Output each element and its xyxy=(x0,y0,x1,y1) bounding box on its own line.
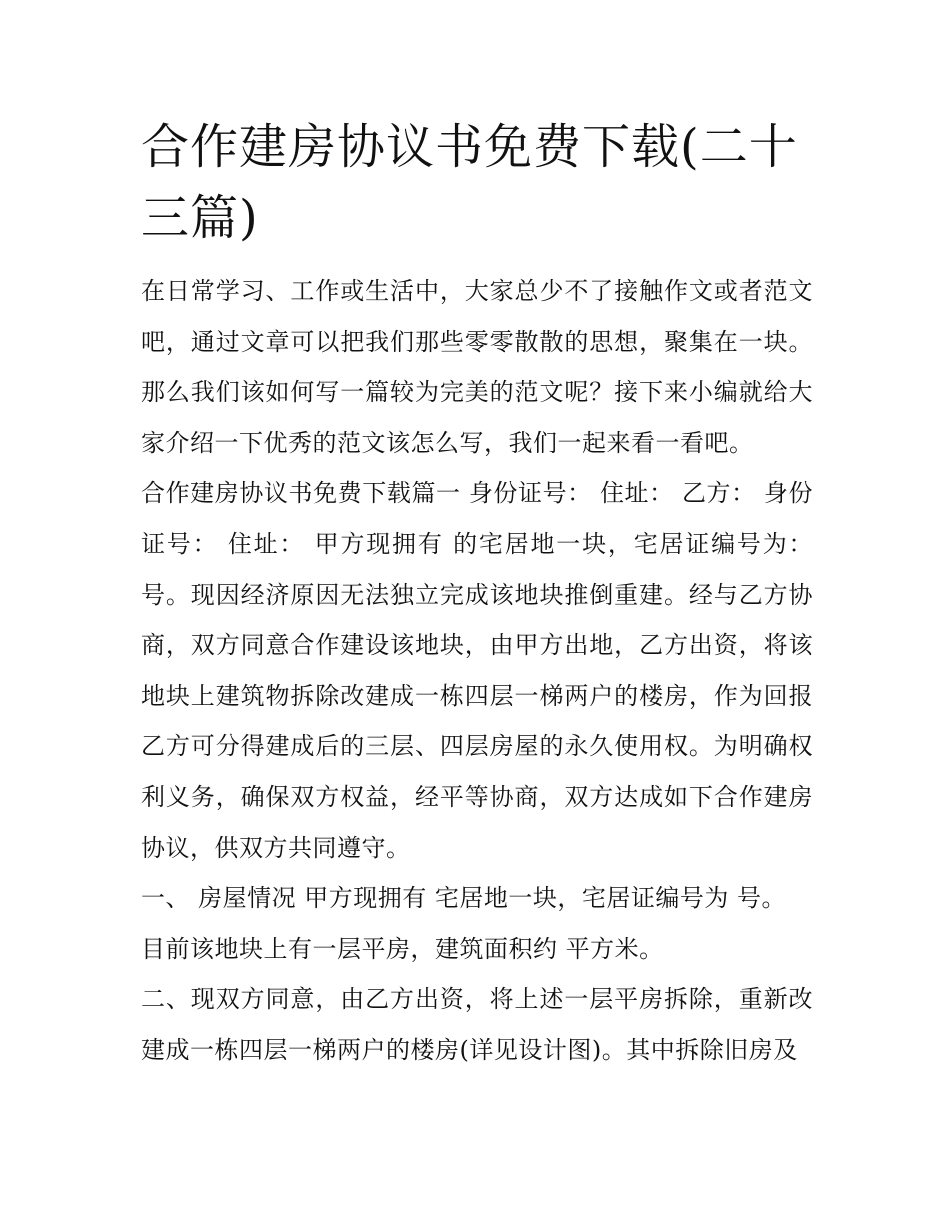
intro-paragraph: 在日常学习、工作或生活中，大家总少不了接触作文或者范文吧，通过文章可以把我们那些零零散散的思想，聚集在一块。那么我们该如何写一篇较为完美的范文呢？接下来小编就给大家介绍一下优秀的范文该怎么写，我们一起来看一看吧。 xyxy=(141,277,813,457)
section-two-paragraph: 二、现双方同意，由乙方出资，将上述一层平房拆除，重新改建成一栋四层一梯两户的楼房(详见设计图)。其中拆除旧房及 xyxy=(141,985,813,1064)
document-title: 合作建房协议书免费下载(二十三篇) xyxy=(141,119,798,246)
agreement-paragraph: 合作建房协议书免费下载篇一 身份证号： 住址： 乙方： 身份证号： 住址： 甲方现拥有 的宅居地一块，宅居证编号为： 号。现因经济原因无法独立完成该地块推倒重建。经与乙方协商，双方同意合作建设该地块，由甲方出地，乙方出资，将该地块上建筑物拆除改建成一栋四层一梯两户的楼房，作为回报乙方可分得建成后的三层、四层房屋的永久使用权。为明确权利义务，确保双方权益，经平等协商，双方达成如下合作建房协议，供双方共同遵守。 xyxy=(141,479,813,862)
section-one-paragraph: 一、 房屋情况 甲方现拥有 宅居地一块，宅居证编号为 号。 xyxy=(141,884,787,913)
document-page xyxy=(141,112,813,1076)
section-one-detail-paragraph: 目前该地块上有一层平房，建筑面积约 平方米。 xyxy=(141,934,664,963)
